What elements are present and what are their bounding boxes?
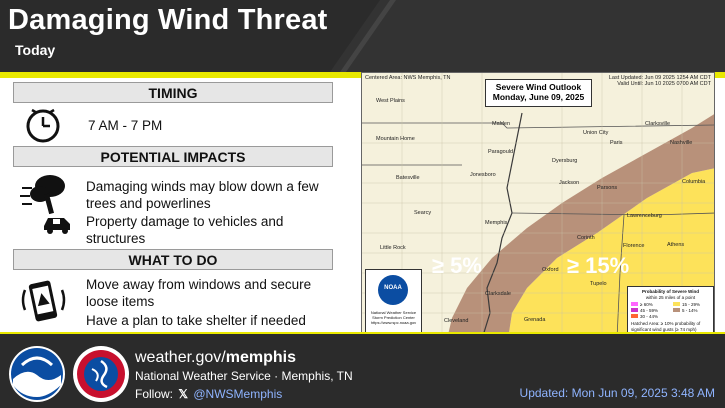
city-label: Union City <box>583 130 609 136</box>
city-label: Jonesboro <box>470 172 496 178</box>
city-label: Paris <box>610 140 623 146</box>
impacts-heading: POTENTIAL IMPACTS <box>13 146 333 167</box>
impact-item: Damaging winds may blow down a few trees and powerlines <box>86 179 319 211</box>
spc-line1: National Weather Service <box>370 310 417 315</box>
noaa-logo-icon <box>8 345 66 403</box>
city-label: Paragould <box>488 149 514 155</box>
city-label: Clarksville <box>645 121 671 127</box>
what-to-do-heading: WHAT TO DO <box>13 249 333 270</box>
noaa-small-text: NOAA <box>384 285 402 291</box>
legend-item: 15 - 29% <box>673 302 700 308</box>
map-legend <box>627 286 714 338</box>
legend-subtitle: within 25 miles of a point <box>645 294 696 300</box>
spc-text <box>367 310 420 325</box>
label-5-percent: ≥ 5% <box>432 253 482 278</box>
timing-heading: TIMING <box>13 82 333 103</box>
action-item: Move away from windows and secure loose items <box>86 277 312 309</box>
city-label: Memphis <box>485 220 508 226</box>
city-label: Dyersburg <box>552 158 578 164</box>
map-last-updated: Last Updated: Jun 09 2025 1254 AM CDT <box>608 75 711 81</box>
city-label: Clarksdale <box>485 291 511 297</box>
wind-damage-icon <box>20 172 74 234</box>
map-centered-area: Centered Area: NWS Memphis, TN <box>365 75 451 81</box>
legend-item: 45 - 59% <box>631 308 658 314</box>
action-item: Have a plan to take shelter if needed <box>86 313 306 328</box>
footer-url[interactable]: weather.gov/memphis <box>135 349 296 366</box>
spc-badge <box>365 269 422 337</box>
city-label: Athens <box>667 242 685 248</box>
city-label: Jackson <box>559 180 580 186</box>
city-label: West Plains <box>376 98 405 104</box>
outlook-date: Monday, June 09, 2025 <box>492 92 585 102</box>
noaa-small-logo <box>378 275 408 305</box>
legend-item: ≥ 60% <box>631 302 653 308</box>
twitter-handle[interactable]: @NWSMemphis <box>193 387 283 401</box>
city-label: Mountain Home <box>376 136 415 142</box>
x-icon: 𝕏 <box>178 387 189 401</box>
spc-line2: Storm Prediction Center <box>372 315 415 320</box>
outlook-title: Severe Wind Outlook <box>495 82 582 92</box>
spc-url: https://www.spc.noaa.gov <box>370 320 417 325</box>
footer-office: National Weather Service · Memphis, TN <box>135 369 353 383</box>
city-label: Oxford <box>542 267 559 273</box>
city-label: Malden <box>492 121 511 127</box>
legend-title: Probability of Severe Wind <box>642 289 699 294</box>
outlook-title-box <box>485 79 592 107</box>
legend-hatch-note: Hatched Area: ≥ 10% probability of significant wind gusts (≥ 74 mph) <box>631 321 701 332</box>
city-label: Little Rock <box>380 245 406 251</box>
updated-timestamp: Updated: Mon Jun 09, 2025 3:48 AM <box>519 386 715 400</box>
city-label: Searcy <box>414 210 432 216</box>
city-label: Grenada <box>524 317 546 323</box>
city-label: Lawrenceburg <box>627 213 662 219</box>
city-label: Batesville <box>396 175 420 181</box>
city-label: Corinth <box>577 235 595 241</box>
page-subtitle: Today <box>15 42 56 58</box>
city-label: Nashville <box>670 140 693 146</box>
timing-value: 7 AM - 7 PM <box>88 118 163 133</box>
header <box>0 0 725 72</box>
follow-label: Follow: <box>135 387 174 401</box>
nws-logo-icon <box>72 345 130 403</box>
page-title: Damaging Wind Threat <box>8 4 328 36</box>
label-15-percent: ≥ 15% <box>567 253 630 278</box>
city-label: Parsons <box>597 185 618 191</box>
footer-follow <box>135 387 282 401</box>
city-label: Cleveland <box>444 318 469 324</box>
map-valid-until: Valid Until: Jun 10 2025 0700 AM CDT <box>617 81 711 87</box>
legend-item: 5 - 14% <box>673 308 698 314</box>
city-label: Columbia <box>682 179 706 185</box>
legend-item: 30 - 44% <box>631 314 658 320</box>
wind-outlook-map <box>361 72 715 338</box>
city-label: Florence <box>623 243 645 249</box>
impact-item: Property damage to vehicles and structures <box>86 214 284 246</box>
clock-icon <box>24 106 62 144</box>
city-label: Tupelo <box>590 281 607 287</box>
phone-alert-icon <box>20 278 68 324</box>
